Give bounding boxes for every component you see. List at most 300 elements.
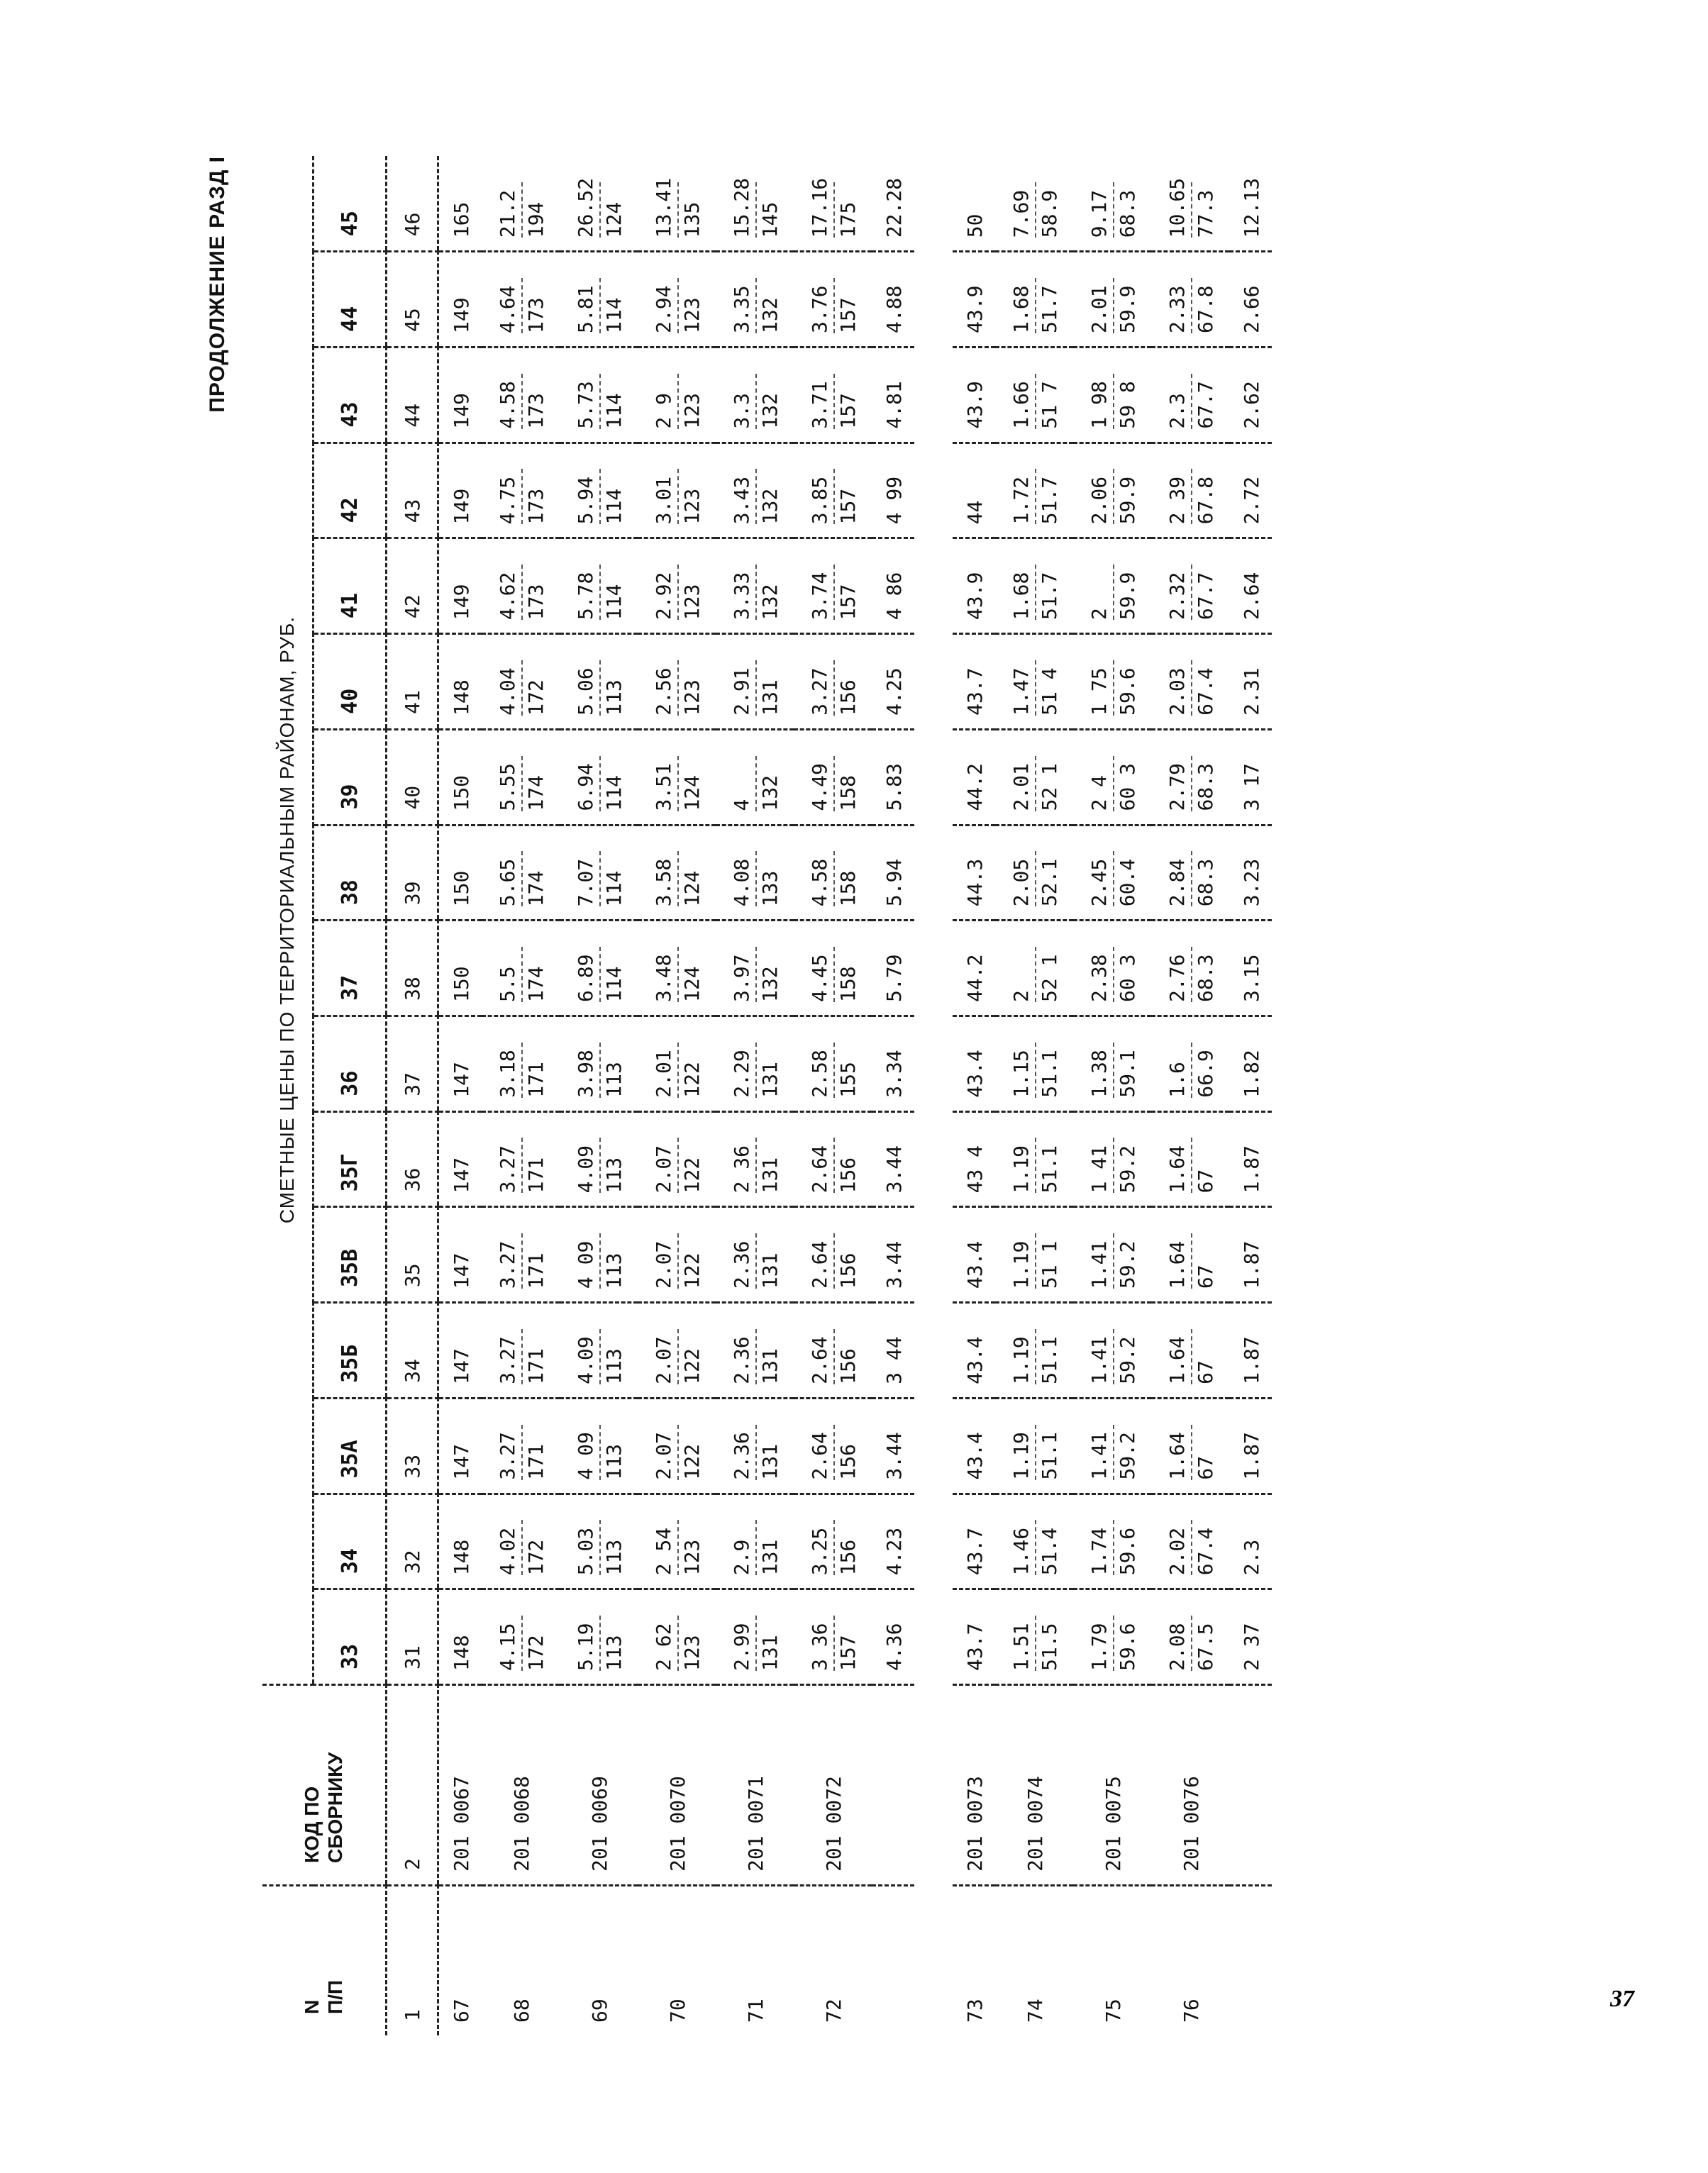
column-number-cell: 33 xyxy=(387,1398,438,1494)
price-value-top: 4.09 xyxy=(574,1145,597,1194)
price-cell xyxy=(995,538,1073,634)
price-cell: 150 xyxy=(438,825,482,921)
price-cell: 148 xyxy=(438,634,482,730)
price-cell xyxy=(482,1398,560,1494)
price-cell xyxy=(482,1494,560,1589)
price-cell xyxy=(995,1111,1073,1207)
price-value-top: 4.75 xyxy=(496,476,519,525)
price-cell xyxy=(794,252,872,348)
price-cell xyxy=(716,1589,794,1685)
row-code-cell: 201 0071 xyxy=(716,1685,794,1886)
price-cell xyxy=(995,729,1073,825)
table-row xyxy=(1151,156,1229,2035)
price-value-bottom: 67.5 xyxy=(1191,1616,1219,1671)
price-cell xyxy=(638,1303,716,1399)
price-cell xyxy=(560,921,638,1016)
price-cell: 3.44 xyxy=(872,1207,914,1303)
column-number-cell: 32 xyxy=(387,1494,438,1589)
price-value-bottom: 156 xyxy=(833,1425,862,1480)
price-value-top: 17.16 xyxy=(808,177,831,238)
price-cell xyxy=(560,729,638,825)
price-value-bottom: 51.7 xyxy=(1035,565,1063,620)
price-value-top: 4.45 xyxy=(808,954,831,1002)
price-value-top: 2.84 xyxy=(1165,858,1189,907)
price-value-top: 3.98 xyxy=(574,1050,597,1098)
price-value-bottom: 114 xyxy=(599,278,628,333)
price-cell: 43.7 xyxy=(953,1494,995,1589)
price-cell xyxy=(1151,156,1229,252)
price-value-top: 4.58 xyxy=(808,858,831,907)
price-cell: 43.4 xyxy=(953,1303,995,1399)
price-value-top: 5.55 xyxy=(496,763,519,811)
price-cell: 2 37 xyxy=(1229,1589,1272,1685)
price-value-top: 3.18 xyxy=(496,1050,519,1098)
price-cell xyxy=(482,538,560,634)
price-cell xyxy=(716,1207,794,1303)
price-value-top: 1.19 xyxy=(1009,1145,1033,1194)
price-value-bottom: 122 xyxy=(677,1425,706,1480)
column-number-cell: 46 xyxy=(387,156,438,252)
price-value-bottom: 124 xyxy=(677,851,706,906)
price-cell xyxy=(482,1016,560,1111)
price-value-top: 2.07 xyxy=(652,1432,675,1480)
price-cell: 148 xyxy=(438,1494,482,1589)
table-row xyxy=(872,156,914,2035)
price-value-top: 5.94 xyxy=(574,476,597,525)
price-value-bottom: 60.4 xyxy=(1113,851,1141,906)
price-cell xyxy=(1151,729,1229,825)
price-cell: 2.62 xyxy=(1229,347,1272,443)
price-value-top: 3.58 xyxy=(652,858,675,907)
price-value-bottom: 59.9 xyxy=(1113,565,1141,620)
price-value-top: 2.06 xyxy=(1087,476,1111,525)
price-cell xyxy=(482,1111,560,1207)
price-cell xyxy=(560,1111,638,1207)
price-value-bottom: 172 xyxy=(521,1616,550,1671)
price-cell xyxy=(482,729,560,825)
district-header-cell: 39 xyxy=(314,729,387,825)
price-value-top: 1.19 xyxy=(1009,1240,1033,1289)
price-value-top: 1 98 xyxy=(1087,381,1111,429)
price-cell: 4.81 xyxy=(872,347,914,443)
price-value-bottom: 59.6 xyxy=(1113,1616,1141,1671)
header-code-label: КОД ПО СБОРНИКУ xyxy=(301,1752,346,1863)
price-value-top: 2.64 xyxy=(808,1336,831,1384)
price-cell xyxy=(638,634,716,730)
price-value-bottom: 67 xyxy=(1191,1138,1219,1193)
price-value-top: 2.07 xyxy=(652,1145,675,1194)
price-value-top: 4.62 xyxy=(496,572,519,621)
price-value-bottom: 113 xyxy=(599,1616,628,1671)
price-value-bottom: 155 xyxy=(833,1043,862,1098)
price-value-bottom: 113 xyxy=(599,1138,628,1193)
row-number-cell: 76 xyxy=(1151,1886,1229,2036)
price-value-bottom: 52 1 xyxy=(1035,947,1063,1002)
price-value-top: 3.97 xyxy=(730,954,753,1002)
price-cell: 43.4 xyxy=(953,1398,995,1494)
price-value-top: 2.91 xyxy=(730,667,753,716)
price-cell: 3.44 xyxy=(872,1398,914,1494)
price-cell xyxy=(1073,538,1151,634)
price-cell: 149 xyxy=(438,443,482,538)
price-cell xyxy=(1073,1303,1151,1399)
price-cell xyxy=(716,1398,794,1494)
price-cell xyxy=(560,1016,638,1111)
price-cell xyxy=(794,538,872,634)
price-value-top: 4 09 xyxy=(574,1432,597,1480)
column-number-cell: 2 xyxy=(387,1685,438,1886)
column-number-cell: 44 xyxy=(387,347,438,443)
price-cell xyxy=(1073,1494,1151,1589)
price-value-bottom: 131 xyxy=(755,1043,784,1098)
price-cell xyxy=(560,634,638,730)
price-value-top: 5.5 xyxy=(496,966,519,1002)
price-cell xyxy=(716,538,794,634)
price-cell xyxy=(1151,921,1229,1016)
price-cell: 43.9 xyxy=(953,252,995,348)
price-cell xyxy=(716,347,794,443)
price-value-top: 7.69 xyxy=(1009,189,1033,238)
price-value-bottom: 131 xyxy=(755,1425,784,1480)
price-cell: 148 xyxy=(438,1589,482,1685)
price-cell xyxy=(638,1398,716,1494)
price-value-bottom: 123 xyxy=(677,1616,706,1671)
row-number-cell: 74 xyxy=(995,1886,1073,2036)
price-value-bottom: 158 xyxy=(833,851,862,906)
table-title: СМЕТНЫЕ ЦЕНЫ ПО ТЕРРИТОРИАЛЬНЫМ РАЙОНАМ, РУБ. xyxy=(262,156,314,1685)
price-value-bottom: 172 xyxy=(521,660,550,716)
price-cell xyxy=(1151,634,1229,730)
column-number-cell: 34 xyxy=(387,1303,438,1399)
district-header-cell: 35В xyxy=(314,1207,387,1303)
price-value-top: 6.89 xyxy=(574,954,597,1002)
price-value-top: 1 41 xyxy=(1087,1145,1111,1194)
price-cell: 12.13 xyxy=(1240,177,1263,238)
price-value-bottom: 172 xyxy=(521,1520,550,1575)
table-row xyxy=(716,156,794,2035)
row-number-cell xyxy=(1229,1886,1272,2036)
price-cell: 4.88 xyxy=(872,252,914,348)
price-value-top: 1.64 xyxy=(1165,1240,1189,1289)
price-value-top: 1.15 xyxy=(1009,1050,1033,1098)
price-value-bottom: 157 xyxy=(833,565,862,620)
price-cell: 4.23 xyxy=(872,1494,914,1589)
price-value-bottom: 51.7 xyxy=(1035,469,1063,524)
price-value-bottom: 51.4 xyxy=(1035,1520,1063,1575)
price-value-bottom: 52.1 xyxy=(1035,851,1063,906)
price-value-top: 3.27 xyxy=(496,1145,519,1194)
row-number-cell: 72 xyxy=(794,1886,872,2036)
price-cell xyxy=(638,1207,716,1303)
price-value-bottom: 113 xyxy=(599,660,628,716)
price-cell xyxy=(794,443,872,538)
price-value-top: 4.09 xyxy=(574,1336,597,1384)
price-value-bottom: 59.2 xyxy=(1113,1138,1141,1193)
district-header-cell: 38 xyxy=(314,825,387,921)
row-code-cell: 201 0069 xyxy=(560,1685,638,1886)
price-cell xyxy=(1151,1111,1229,1207)
price-value-bottom: 173 xyxy=(521,278,550,333)
price-value-bottom: 123 xyxy=(677,374,706,429)
price-cell xyxy=(1073,1207,1151,1303)
price-cell xyxy=(482,443,560,538)
price-value-bottom: 66.9 xyxy=(1191,1043,1219,1098)
price-cell xyxy=(1151,1016,1229,1111)
price-value-top: 26.52 xyxy=(574,177,597,238)
price-cell xyxy=(995,825,1073,921)
price-value-top: 2.36 xyxy=(730,1336,753,1384)
row-code-cell: 201 0070 xyxy=(638,1685,716,1886)
price-cell xyxy=(482,252,560,348)
price-cell: 2.66 xyxy=(1229,252,1272,348)
price-value-bottom: 58.9 xyxy=(1035,182,1063,238)
price-cell: 2.72 xyxy=(1229,443,1272,538)
price-value-bottom: 59.9 xyxy=(1113,278,1141,333)
price-cell: 3 44 xyxy=(872,1303,914,1399)
row-code-cell: 201 0068 xyxy=(482,1685,560,1886)
price-cell xyxy=(995,156,1073,252)
price-value-top: 1.41 xyxy=(1087,1432,1111,1480)
price-value-bottom: 175 xyxy=(833,182,862,238)
price-value-top: 1.72 xyxy=(1009,476,1033,525)
price-value-bottom: 173 xyxy=(521,374,550,429)
row-code-cell: 201 0076 xyxy=(1151,1685,1229,1886)
price-value-top: 1 75 xyxy=(1087,667,1111,716)
price-value-top: 2.9 xyxy=(730,1539,753,1576)
price-value-bottom: 114 xyxy=(599,374,628,429)
column-number-row xyxy=(387,156,438,2035)
price-cell: 4 99 xyxy=(872,443,914,538)
price-cell xyxy=(638,825,716,921)
column-number-cell: 36 xyxy=(387,1111,438,1207)
price-value-bottom: 124 xyxy=(599,182,628,238)
table-row xyxy=(482,156,560,2035)
price-value-bottom: 113 xyxy=(599,1425,628,1480)
price-value-top: 2.92 xyxy=(652,572,675,621)
district-header-cell: 44 xyxy=(314,252,387,348)
district-header-cell: 42 xyxy=(314,443,387,538)
price-value-top: 3 36 xyxy=(808,1623,831,1671)
price-cell: 165 xyxy=(450,201,473,238)
price-cell: 2.31 xyxy=(1229,634,1272,730)
price-cell xyxy=(794,156,872,252)
price-value-bottom: 67 xyxy=(1191,1329,1219,1384)
price-value-top: 4.04 xyxy=(496,667,519,716)
table-row xyxy=(953,156,995,2035)
price-value-bottom: 131 xyxy=(755,1233,784,1289)
price-cell xyxy=(1073,347,1151,443)
price-cell: 1.87 xyxy=(1229,1111,1272,1207)
price-cell xyxy=(1151,538,1229,634)
row-code-cell xyxy=(872,1685,914,1886)
page-number: 37 xyxy=(1610,1986,1634,2012)
price-value-bottom: 174 xyxy=(521,947,550,1002)
price-cell: 147 xyxy=(438,1111,482,1207)
price-cell xyxy=(1073,729,1151,825)
price-value-top: 2.05 xyxy=(1009,858,1033,907)
price-value-bottom: 122 xyxy=(677,1329,706,1384)
price-value-bottom: 131 xyxy=(755,1616,784,1671)
price-cell xyxy=(794,1207,872,1303)
price-value-top: 3.3 xyxy=(730,393,753,429)
price-value-bottom: 133 xyxy=(755,851,784,906)
price-cell xyxy=(995,1589,1073,1685)
price-cell xyxy=(716,252,794,348)
price-value-bottom: 60 3 xyxy=(1113,756,1141,811)
row-number-cell: 75 xyxy=(1073,1886,1151,2036)
price-value-top: 4 xyxy=(730,799,753,811)
price-cell: 43.9 xyxy=(953,538,995,634)
price-value-bottom: 122 xyxy=(677,1043,706,1098)
row-code-cell: 201 0072 xyxy=(794,1685,872,1886)
price-cell xyxy=(716,825,794,921)
price-cell: 3 17 xyxy=(1229,729,1272,825)
price-cell xyxy=(794,921,872,1016)
column-number-cell: 41 xyxy=(387,634,438,730)
price-value-top: 2 9 xyxy=(652,393,675,429)
price-value-top: 3.27 xyxy=(808,667,831,716)
price-value-bottom: 60 3 xyxy=(1113,947,1141,1002)
price-cell xyxy=(638,1016,716,1111)
price-value-top: 2.01 xyxy=(1087,285,1111,333)
price-value-top: 2.01 xyxy=(652,1050,675,1098)
price-cell: 1.87 xyxy=(1229,1207,1272,1303)
header-num-label: N П/П xyxy=(301,1979,346,2014)
price-value-top: 3.48 xyxy=(652,954,675,1002)
price-value-bottom: 171 xyxy=(521,1425,550,1480)
column-number-cell: 37 xyxy=(387,1016,438,1111)
price-value-bottom: 59.2 xyxy=(1113,1425,1141,1480)
price-value-bottom: 173 xyxy=(521,469,550,524)
price-value-top: 2.02 xyxy=(1165,1527,1189,1576)
column-number-cell: 35 xyxy=(387,1207,438,1303)
price-cell xyxy=(1073,1398,1151,1494)
price-value-bottom: 171 xyxy=(521,1138,550,1193)
price-value-top: 4.64 xyxy=(496,285,519,333)
price-cell: 22.28 xyxy=(882,177,906,238)
price-value-bottom: 114 xyxy=(599,565,628,620)
price-value-bottom: 122 xyxy=(677,1233,706,1289)
price-value-top: 13.41 xyxy=(652,177,675,238)
header-code xyxy=(262,1685,387,1886)
price-value-top: 2.3 xyxy=(1165,393,1189,429)
price-cell xyxy=(1151,1494,1229,1589)
price-value-top: 7.07 xyxy=(574,858,597,907)
price-cell xyxy=(1151,1589,1229,1685)
price-value-top: 3.25 xyxy=(808,1527,831,1576)
price-value-bottom: 68.3 xyxy=(1191,851,1219,906)
price-value-bottom: 67.8 xyxy=(1191,469,1219,524)
price-value-bottom: 59 8 xyxy=(1113,374,1141,429)
row-number-cell: 68 xyxy=(482,1886,560,2036)
table-row xyxy=(438,156,482,2035)
price-cell xyxy=(1151,825,1229,921)
price-cell: 149 xyxy=(438,347,482,443)
price-value-top: 1.68 xyxy=(1009,572,1033,621)
price-value-bottom: 51.1 xyxy=(1035,1425,1063,1480)
price-cell xyxy=(560,443,638,538)
price-cell xyxy=(638,1589,716,1685)
price-cell xyxy=(482,1207,560,1303)
price-value-top: 1.64 xyxy=(1165,1432,1189,1480)
price-value-top: 2.45 xyxy=(1087,858,1111,907)
price-cell: 150 xyxy=(438,921,482,1016)
price-cell: 147 xyxy=(438,1207,482,1303)
price-cell: 3.15 xyxy=(1229,921,1272,1016)
price-cell: 1.82 xyxy=(1229,1016,1272,1111)
price-value-bottom: 156 xyxy=(833,1520,862,1575)
price-value-bottom: 114 xyxy=(599,469,628,524)
column-number-cell: 38 xyxy=(387,921,438,1016)
price-cell: 3.34 xyxy=(872,1016,914,1111)
price-value-top: 4.02 xyxy=(496,1527,519,1576)
price-value-bottom: 131 xyxy=(755,1329,784,1384)
price-value-bottom: 156 xyxy=(833,660,862,716)
price-value-bottom: 171 xyxy=(521,1329,550,1384)
price-value-top: 1.64 xyxy=(1165,1336,1189,1384)
row-code-cell: 201 0073 xyxy=(953,1685,995,1886)
price-cell: 3.44 xyxy=(872,1111,914,1207)
price-value-top: 5.78 xyxy=(574,572,597,621)
price-value-top: 2.07 xyxy=(652,1336,675,1384)
price-cell xyxy=(1151,1207,1229,1303)
price-value-bottom: 123 xyxy=(677,1520,706,1575)
price-value-top: 3.27 xyxy=(496,1432,519,1480)
price-value-bottom: 194 xyxy=(521,182,550,238)
price-value-top: 2 62 xyxy=(652,1623,675,1671)
price-cell xyxy=(716,1111,794,1207)
price-value-bottom: 51.1 xyxy=(1035,1329,1063,1384)
price-value-bottom: 67.4 xyxy=(1191,660,1219,716)
price-cell xyxy=(482,156,560,252)
table-row xyxy=(560,156,638,2035)
price-cell xyxy=(1073,252,1151,348)
price-value-bottom: 114 xyxy=(599,756,628,811)
price-value-top: 9.17 xyxy=(1087,189,1111,238)
price-value-bottom: 113 xyxy=(599,1233,628,1289)
price-cell xyxy=(716,1494,794,1589)
price-cell xyxy=(716,634,794,730)
price-cell xyxy=(794,1016,872,1111)
price-cell: 5.94 xyxy=(872,825,914,921)
price-value-bottom: 59.6 xyxy=(1113,660,1141,716)
price-cell xyxy=(560,156,638,252)
price-value-bottom: 157 xyxy=(833,469,862,524)
price-value-bottom: 67.7 xyxy=(1191,565,1219,620)
price-cell xyxy=(482,347,560,443)
price-value-top: 3.27 xyxy=(496,1336,519,1384)
price-cell: 4.25 xyxy=(872,634,914,730)
price-cell xyxy=(995,443,1073,538)
table-row xyxy=(995,156,1073,2035)
price-cell: 149 xyxy=(438,538,482,634)
row-code-cell: 201 0075 xyxy=(1073,1685,1151,1886)
price-value-bottom: 113 xyxy=(599,1329,628,1384)
price-value-bottom: 131 xyxy=(755,1138,784,1193)
price-value-top: 1.46 xyxy=(1009,1527,1033,1576)
price-value-bottom: 158 xyxy=(833,756,862,811)
price-value-top: 2.79 xyxy=(1165,763,1189,811)
price-cell: 5.79 xyxy=(872,921,914,1016)
price-value-top: 1.64 xyxy=(1165,1145,1189,1194)
price-cell xyxy=(638,443,716,538)
price-value-bottom: 68.3 xyxy=(1191,756,1219,811)
price-value-top: 2.64 xyxy=(808,1240,831,1289)
price-value-top: 2.38 xyxy=(1087,954,1111,1002)
price-cell xyxy=(638,729,716,825)
price-cell xyxy=(995,252,1073,348)
price-cell xyxy=(1073,1111,1151,1207)
